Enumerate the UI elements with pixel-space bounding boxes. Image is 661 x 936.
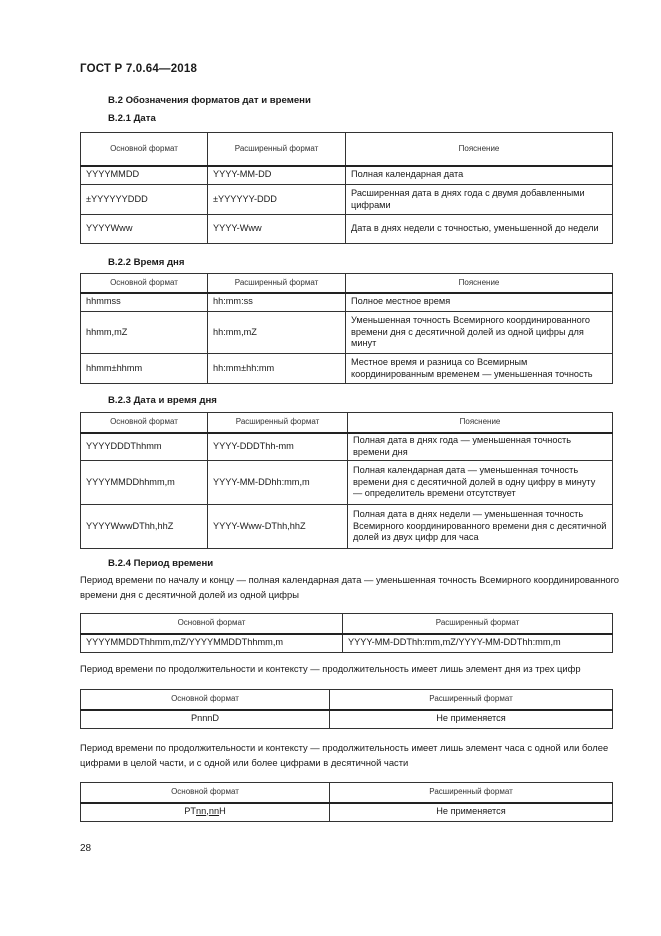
column-header: Основной формат [81,413,208,433]
cell-note: Полная календарная дата — уменьшенная точность времени дня с десятичной долей в одну цифру в минуту — определитель времени отсутствует [348,461,613,505]
cell-extended: hh:mm:ss [208,293,346,312]
heading-datetime: B.2.3 Дата и время дня [108,395,217,406]
cell-basic: hhmmss [81,293,208,312]
cell-note: Расширенная дата в днях года с двумя добавленными цифрами [346,185,613,215]
column-header: Основной формат [81,783,330,803]
page-number: 28 [80,843,92,854]
table-period-2 [80,689,613,729]
format-integer-part: nn [196,806,207,817]
column-header: Расширенный формат [330,690,613,710]
table-date [80,132,613,244]
cell-basic: YYYYMMDD [81,166,208,185]
paragraph-period-3: Период времени по продолжительности и контексту — продолжительность имеет лишь элемент часа с одной или более цифрами в целой части, и с одной или более цифрами в десятичной части [80,742,609,768]
cell-note: Полная дата в днях года — уменьшенная точность времени дня [348,433,613,461]
column-header: Расширенный формат [343,614,613,634]
table-period-3 [80,782,613,822]
cell-extended: hh:mm±hh:mm [208,354,346,384]
cell-basic: YYYYWwwDThh,hhZ [81,505,208,549]
document-header: ГОСТ Р 7.0.64—2018 [80,63,198,75]
cell-note: Полное местное время [346,293,613,312]
table-row [81,185,613,215]
cell-extended: Не применяется [330,710,613,729]
cell-basic: ±YYYYYYDDD [81,185,208,215]
cell-note: Местное время и разница со Всемирным координированным временем — уменьшенная точность [346,354,613,384]
column-header: Пояснение [348,413,613,433]
heading-period: B.2.4 Период времени [108,558,214,569]
table-row [81,433,613,461]
table-row [81,166,613,185]
cell-extended: YYYY-MM-DDThh:mm,mZ/YYYY-MM-DDThh:mm,m [343,634,613,653]
cell-note: Полная календарная дата [346,166,613,185]
cell-extended: YYYY-MM-DD [208,166,346,185]
section-title: B.2 Обозначения форматов дат и времени [108,95,311,106]
paragraph-period-1: Период времени по началу и концу — полная календарная дата — уменьшенная точность Всемирного координированного времени дня с десятичной долей из одной цифры [80,574,620,600]
format-prefix: PT [184,806,197,817]
format-suffix: H [219,806,226,817]
table-datetime [80,412,613,549]
cell-basic: YYYYMMDDThhmm,mZ/YYYYMMDDThhmm,m [81,634,343,653]
cell-basic: hhmm,mZ [81,312,208,354]
column-header: Основной формат [81,690,330,710]
cell-extended: YYYY-Www [208,215,346,244]
cell-note: Полная дата в днях недели — уменьшенная точность Всемирного координированного времени дня с десятичной долей из двух цифр для часа [348,505,613,549]
cell-extended: Не применяется [330,803,613,822]
format-separator: , [206,806,209,817]
column-header: Пояснение [346,274,613,293]
cell-basic: YYYYWww [81,215,208,244]
cell-note: Дата в днях недели с точностью, уменьшенной до недели [346,215,613,244]
heading-time: B.2.2 Время дня [108,257,185,268]
cell-extended: ±YYYYYY-DDD [208,185,346,215]
cell-extended: hh:mm,mZ [208,312,346,354]
column-header: Расширенный формат [208,274,346,293]
table-row [81,634,613,653]
table-row [81,312,613,354]
table-row [81,710,613,729]
table-row [81,461,613,505]
table-time [80,273,613,384]
column-header: Расширенный формат [330,783,613,803]
cell-basic: hhmm±hhmm [81,354,208,384]
cell-basic: YYYYDDDThhmm [81,433,208,461]
cell-basic: YYYYMMDDhhmm,m [81,461,208,505]
cell-basic: PnnnD [81,710,330,729]
cell-note: Уменьшенная точность Всемирного координированного времени дня с десятичной долей из одной цифры для минут [346,312,613,354]
heading-date: B.2.1 Дата [108,113,156,124]
column-header: Расширенный формат [208,133,346,166]
table-row [81,505,613,549]
table-row [81,215,613,244]
cell-extended: YYYY-DDDThh-mm [208,433,348,461]
table-row [81,293,613,312]
column-header: Основной формат [81,274,208,293]
column-header: Пояснение [346,133,613,166]
table-row [81,354,613,384]
paragraph-period-2: Период времени по продолжительности и контексту — продолжительность имеет лишь элемент дня из трех цифр [80,663,581,674]
cell-extended: YYYY-MM-DDhh:mm,m [208,461,348,505]
format-fraction-part: nn [208,806,220,817]
table-row [81,803,613,822]
cell-extended: YYYY-Www-DThh,hhZ [208,505,348,549]
column-header: Основной формат [81,614,343,634]
cell-basic [81,803,330,822]
table-period-1 [80,613,613,653]
column-header: Основной формат [81,133,208,166]
column-header: Расширенный формат [208,413,348,433]
